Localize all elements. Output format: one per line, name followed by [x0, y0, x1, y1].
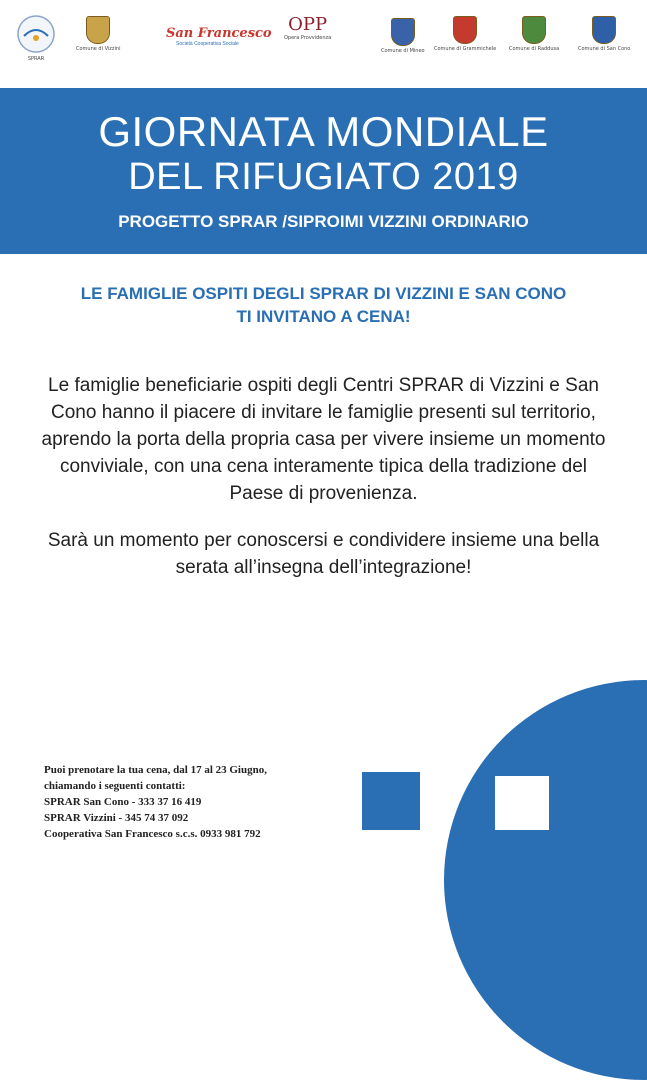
contacts-line: chiamando i seguenti contatti: [44, 780, 186, 792]
contact-sancono: SPRAR San Cono - 333 37 16 419 [44, 796, 202, 808]
invitation-line2: TI INVITANO A CENA! [236, 307, 411, 326]
logo-bar [0, 0, 647, 86]
sanfrancesco-subtitle: Società Cooperativa Sociale [176, 41, 239, 47]
body-paragraph: Sarà un momento per conoscersi e condividere insieme una bella serata all’insegna dell’integrazione! [47, 530, 600, 578]
banner-title-line2: DEL RIFUGIATO 2019 [128, 156, 519, 198]
opp-logo [284, 14, 331, 41]
contact-cooperativa: Cooperativa San Francesco s.c.s. 0933 981 792 [44, 828, 261, 840]
crest-icon [391, 18, 415, 46]
title-banner [0, 88, 647, 254]
banner-subtitle: PROGETTO SPRAR /SIPROIMI VIZZINI ORDINARIO [118, 212, 529, 231]
crest-icon [522, 16, 546, 44]
sanfrancesco-name: San Francesco [166, 26, 272, 41]
body-text [40, 372, 607, 581]
comune-grammichele-logo [434, 16, 496, 52]
contact-vizzini: SPRAR Vizzini - 345 74 37 092 [44, 812, 189, 824]
comune-caption: Comune di San Cono [578, 46, 631, 52]
body-paragraph: Le famiglie beneficiarie ospiti degli Centri SPRAR di Vizzini e San Cono hanno il piacere di invitare le famiglie presenti sul territorio, aprendo la porta della propria casa per vivere insieme un momento conviviale, con una cena interamente tipica della tradizione del Paese di provenienza. [41, 375, 606, 504]
opp-mark: OPP [288, 14, 328, 35]
vizzini-caption: Comune di Vizzini [76, 46, 121, 52]
sprar-logo [16, 14, 56, 62]
comune-caption: Comune di Raddusa [509, 46, 560, 52]
decorative-white-square [495, 776, 549, 830]
decorative-circle [444, 680, 647, 1080]
sprar-caption: SPRAR [27, 56, 45, 62]
invitation-line1: LE FAMIGLIE OSPITI DEGLI SPRAR DI VIZZINI E SAN CONO [80, 284, 567, 303]
contacts-block [44, 762, 364, 842]
crest-icon [453, 16, 477, 44]
comune-sancono-logo [578, 16, 630, 52]
contacts-line: Puoi prenotare la tua cena, dal 17 al 23 Giugno, [44, 764, 267, 776]
crest-icon [592, 16, 616, 44]
sanfrancesco-logo [166, 26, 272, 47]
sprar-emblem-icon [16, 14, 56, 54]
opp-caption: Opera Provvidenza [284, 35, 332, 41]
banner-title-line1: GIORNATA MONDIALE [98, 108, 549, 155]
comune-mineo-logo [381, 18, 425, 54]
vizzini-logo [76, 16, 120, 52]
invitation-heading [0, 282, 647, 328]
vizzini-crest-icon [86, 16, 110, 44]
decorative-blue-square [362, 772, 420, 830]
comune-raddusa-logo [509, 16, 559, 52]
comune-caption: Comune di Grammichele [434, 46, 497, 52]
comune-caption: Comune di Mineo [381, 48, 425, 54]
